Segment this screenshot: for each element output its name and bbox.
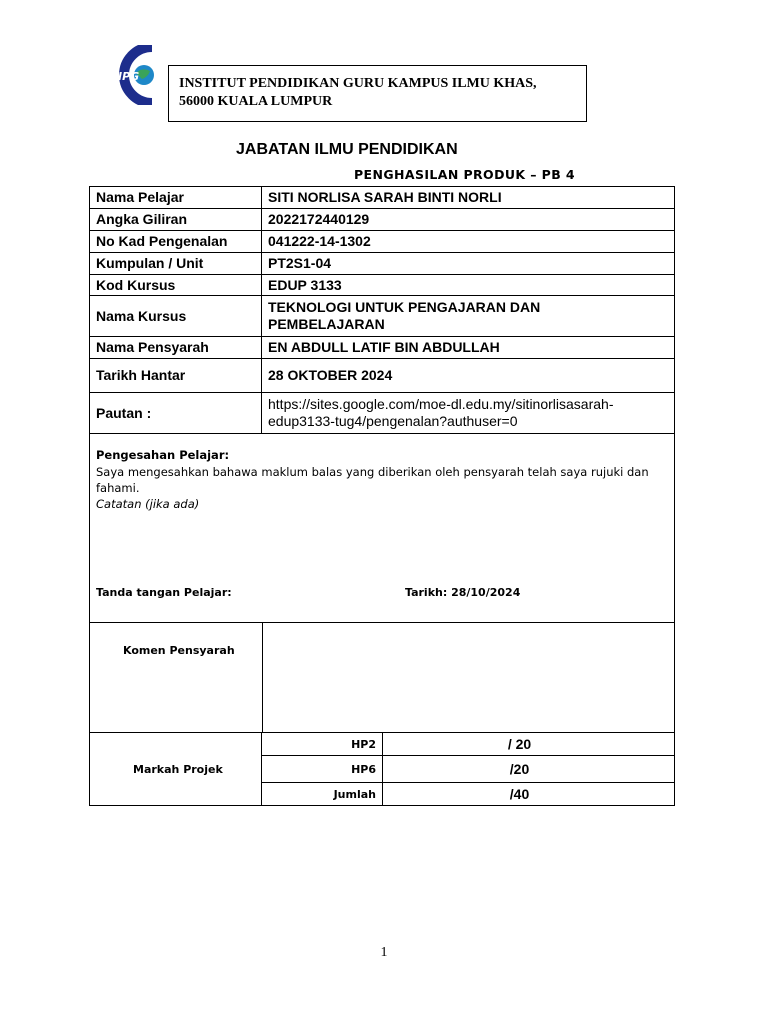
marks-code-hp6: HP6 xyxy=(262,756,383,783)
marks-score-hp2: / 20 xyxy=(383,733,675,756)
label-nama-pelajar: Nama Pelajar xyxy=(90,187,262,209)
value-nama-pensyarah: EN ABDULL LATIF BIN ABDULLAH xyxy=(262,337,675,359)
value-nama-pelajar: SITI NORLISA SARAH BINTI NORLI xyxy=(262,187,675,209)
confirmation-statement: Saya mengesahkan bahawa maklum balas yang diberikan oleh pensyarah telah saya rujuki dan fahami. xyxy=(96,465,649,495)
value-nama-kursus-line2: PEMBELAJARAN xyxy=(268,316,385,332)
table-row xyxy=(90,275,675,296)
page-number: 1 xyxy=(380,945,388,960)
department-title: JABATAN ILMU PENDIDIKAN xyxy=(236,141,458,158)
marks-score-hp6: /20 xyxy=(383,756,675,783)
pautan-link[interactable] xyxy=(262,393,675,434)
value-kumpulan-unit: PT2S1-04 xyxy=(262,253,675,275)
value-angka-giliran: 2022172440129 xyxy=(262,209,675,231)
student-confirmation-section xyxy=(89,433,675,623)
table-row xyxy=(90,296,675,337)
table-row xyxy=(90,187,675,209)
label-pautan: Pautan : xyxy=(90,393,262,434)
label-nama-pensyarah: Nama Pensyarah xyxy=(90,337,262,359)
value-nama-kursus-line1: TEKNOLOGI UNTUK PENGAJARAN DAN xyxy=(268,299,541,315)
label-angka-giliran: Angka Giliran xyxy=(90,209,262,231)
value-no-kad-pengenalan: 041222-14-1302 xyxy=(262,231,675,253)
logo-text: IPG xyxy=(118,70,140,83)
marks-label: Markah Projek xyxy=(90,733,262,806)
label-no-kad-pengenalan: No Kad Pengenalan xyxy=(90,231,262,253)
label-kumpulan-unit: Kumpulan / Unit xyxy=(90,253,262,275)
table-row xyxy=(90,337,675,359)
table-row xyxy=(90,393,675,434)
label-tarikh-hantar: Tarikh Hantar xyxy=(90,359,262,393)
comment-label-cell xyxy=(90,623,263,732)
table-row xyxy=(90,231,675,253)
ipg-logo xyxy=(112,45,158,105)
confirmation-heading: Pengesahan Pelajar: xyxy=(96,448,230,462)
pautan-link-line2[interactable]: edup3133-tug4/pengenalan?authuser=0 xyxy=(268,413,518,429)
table-row xyxy=(90,253,675,275)
confirmation-note: Catatan (jika ada) xyxy=(96,497,200,511)
confirmation-date: Tarikh: 28/10/2024 xyxy=(405,586,521,599)
assessment-subtitle: PENGHASILAN PRODUK – PB 4 xyxy=(354,167,575,182)
comment-label: Komen Pensyarah xyxy=(123,644,235,657)
institution-address: 56000 KUALA LUMPUR xyxy=(179,94,333,109)
lecturer-comment-section xyxy=(89,622,675,733)
value-nama-kursus xyxy=(262,296,675,337)
institution-name: INSTITUT PENDIDIKAN GURU KAMPUS ILMU KHAS, xyxy=(179,76,537,91)
marks-score-jumlah: /40 xyxy=(383,783,675,806)
project-marks-table xyxy=(89,732,675,806)
table-row xyxy=(90,209,675,231)
marks-code-hp2: HP2 xyxy=(262,733,383,756)
table-row xyxy=(90,733,675,756)
table-row xyxy=(90,359,675,393)
student-info-table xyxy=(89,186,675,434)
institution-box xyxy=(168,65,587,122)
value-kod-kursus: EDUP 3133 xyxy=(262,275,675,296)
value-tarikh-hantar: 28 OKTOBER 2024 xyxy=(262,359,675,393)
marks-code-jumlah: Jumlah xyxy=(262,783,383,806)
signature-label: Tanda tangan Pelajar: xyxy=(96,586,232,599)
pautan-link-line1[interactable]: https://sites.google.com/moe-dl.edu.my/sitinorlisasarah- xyxy=(268,396,614,412)
label-nama-kursus: Nama Kursus xyxy=(90,296,262,337)
label-kod-kursus: Kod Kursus xyxy=(90,275,262,296)
